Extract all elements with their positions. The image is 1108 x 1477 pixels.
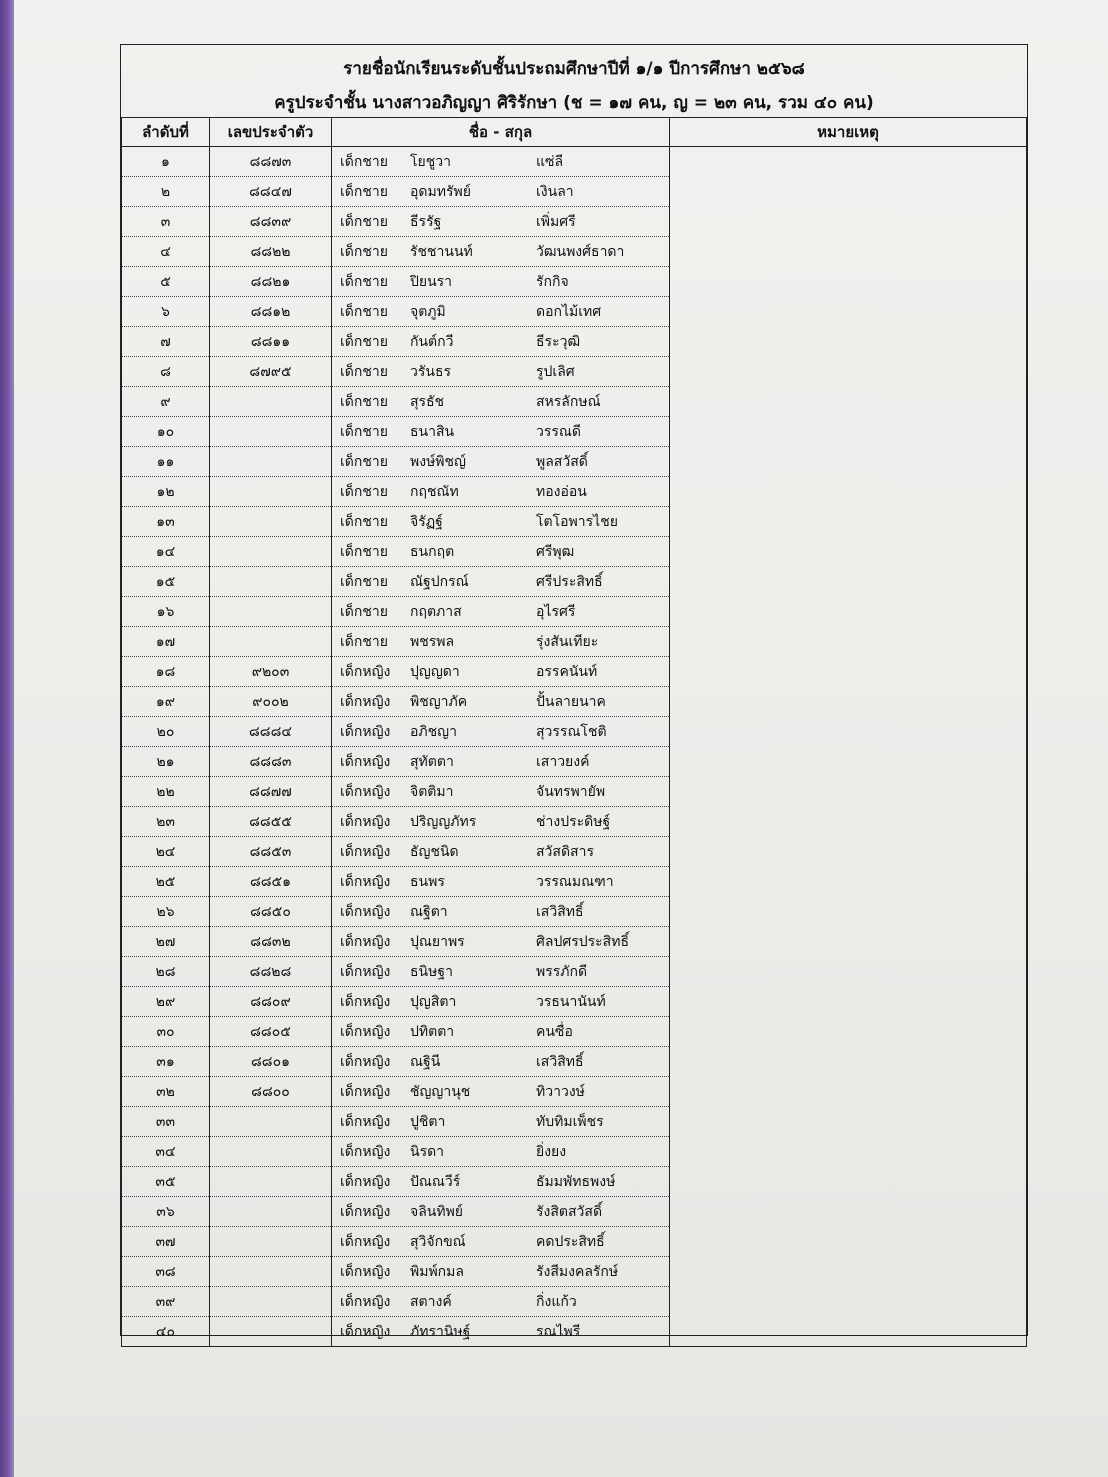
last-name: เงินลา bbox=[536, 183, 574, 200]
student-name-cell bbox=[332, 387, 670, 417]
student-name-cell bbox=[332, 357, 670, 387]
student-number: ๒๑ bbox=[122, 747, 210, 777]
last-name: ธัมมพัทธพงษ์ bbox=[536, 1173, 616, 1190]
student-number: ๑๔ bbox=[122, 537, 210, 567]
student-name-cell bbox=[332, 177, 670, 207]
student-number: ๗ bbox=[122, 327, 210, 357]
header-no: ลำดับที่ bbox=[122, 118, 210, 147]
name-prefix: เด็กหญิง bbox=[340, 1143, 391, 1160]
first-name: วรันธร bbox=[410, 363, 452, 380]
first-name: กฤตภาส bbox=[410, 603, 462, 620]
student-number: ๑๙ bbox=[122, 687, 210, 717]
name-prefix: เด็กชาย bbox=[340, 333, 388, 350]
first-name: ณัฐปกรณ์ bbox=[410, 573, 469, 590]
first-name: ธีรรัฐ bbox=[410, 213, 442, 230]
first-name: กันต์กวี bbox=[410, 333, 454, 350]
student-name-cell bbox=[332, 627, 670, 657]
student-name-cell bbox=[332, 957, 670, 987]
first-name: พิชญาภัค bbox=[410, 693, 468, 710]
last-name: ทองอ่อน bbox=[536, 483, 587, 500]
student-number: ๑๓ bbox=[122, 507, 210, 537]
name-prefix: เด็กชาย bbox=[340, 543, 388, 560]
first-name: จลินทิพย์ bbox=[410, 1203, 464, 1220]
first-name: สุวิจักขณ์ bbox=[410, 1233, 466, 1250]
student-name-cell bbox=[332, 477, 670, 507]
name-prefix: เด็กหญิง bbox=[340, 1263, 391, 1280]
student-id bbox=[210, 537, 332, 567]
student-name-cell bbox=[332, 297, 670, 327]
student-id: ๘๘๐๕ bbox=[210, 1017, 332, 1047]
name-prefix: เด็กหญิง bbox=[340, 1233, 391, 1250]
first-name: นิรดา bbox=[410, 1143, 445, 1160]
student-number: ๕ bbox=[122, 267, 210, 297]
name-prefix: เด็กชาย bbox=[340, 273, 388, 290]
last-name: ศรีประสิทธิ์ bbox=[536, 573, 603, 590]
student-name-cell bbox=[332, 1317, 670, 1347]
name-prefix: เด็กหญิง bbox=[340, 1083, 391, 1100]
student-id bbox=[210, 1107, 332, 1137]
student-id bbox=[210, 1317, 332, 1347]
table-header-row bbox=[122, 118, 1027, 147]
student-number: ๒๘ bbox=[122, 957, 210, 987]
student-name-cell bbox=[332, 1137, 670, 1167]
last-name: วรธนานันท์ bbox=[536, 993, 606, 1010]
student-name-cell bbox=[332, 1227, 670, 1257]
student-name-cell bbox=[332, 657, 670, 687]
name-prefix: เด็กหญิง bbox=[340, 1053, 391, 1070]
name-prefix: เด็กชาย bbox=[340, 513, 388, 530]
first-name: พิมพ์กมล bbox=[410, 1263, 464, 1280]
student-name-cell bbox=[332, 807, 670, 837]
first-name: ธนกฤต bbox=[410, 543, 455, 560]
student-name-cell bbox=[332, 987, 670, 1017]
student-id bbox=[210, 1257, 332, 1287]
last-name: โตโอพารไชย bbox=[536, 513, 618, 530]
student-name-cell bbox=[332, 1197, 670, 1227]
last-name: วรรณดี bbox=[536, 423, 581, 440]
student-id bbox=[210, 1227, 332, 1257]
first-name: ณฐิตา bbox=[410, 903, 448, 920]
last-name: รุ่งสันเทียะ bbox=[536, 633, 599, 650]
last-name: วัฒนพงศ์ธาดา bbox=[536, 243, 625, 260]
last-name: อรรคนันท์ bbox=[536, 663, 598, 680]
first-name: ภัทรานิษฐ์ bbox=[410, 1323, 471, 1340]
remark-cell bbox=[670, 147, 1027, 1347]
student-number: ๒๙ bbox=[122, 987, 210, 1017]
student-id bbox=[210, 567, 332, 597]
name-prefix: เด็กชาย bbox=[340, 303, 388, 320]
first-name: ธนพร bbox=[410, 873, 445, 890]
student-name-cell bbox=[332, 417, 670, 447]
student-id: ๘๘๑๒ bbox=[210, 297, 332, 327]
student-number: ๔๐ bbox=[122, 1317, 210, 1347]
first-name: ปทิตตา bbox=[410, 1023, 455, 1040]
first-name: ธนาสิน bbox=[410, 423, 455, 440]
student-name-cell bbox=[332, 147, 670, 177]
first-name: อุดมทรัพย์ bbox=[410, 183, 471, 200]
last-name: สุวรรณโชติ bbox=[536, 723, 607, 740]
first-name: ปุญสิตา bbox=[410, 993, 457, 1010]
name-prefix: เด็กชาย bbox=[340, 483, 388, 500]
table-row bbox=[122, 147, 1027, 177]
student-id: ๘๘๑๑ bbox=[210, 327, 332, 357]
last-name: เสาวยงค์ bbox=[536, 753, 590, 770]
purple-background-edge bbox=[0, 0, 14, 1477]
name-prefix: เด็กหญิง bbox=[340, 1173, 391, 1190]
student-id: ๘๘๓๒ bbox=[210, 927, 332, 957]
header-full-name: ชื่อ - สกุล bbox=[332, 118, 670, 147]
name-prefix: เด็กชาย bbox=[340, 633, 388, 650]
first-name: ปุณยาพร bbox=[410, 933, 465, 950]
last-name: รักกิจ bbox=[536, 273, 569, 290]
student-id bbox=[210, 597, 332, 627]
name-prefix: เด็กชาย bbox=[340, 213, 388, 230]
student-name-cell bbox=[332, 237, 670, 267]
student-number: ๓๔ bbox=[122, 1137, 210, 1167]
last-name: รณไพรี bbox=[536, 1323, 581, 1340]
last-name: รูปเลิศ bbox=[536, 363, 575, 380]
name-prefix: เด็กหญิง bbox=[340, 813, 391, 830]
student-name-cell bbox=[332, 777, 670, 807]
student-id: ๘๘๕๐ bbox=[210, 897, 332, 927]
last-name: ทับทิมเพ็ชร bbox=[536, 1113, 604, 1130]
first-name: สุรธัช bbox=[410, 393, 445, 410]
student-id: ๘๘๓๙ bbox=[210, 207, 332, 237]
last-name: แซ่ลี bbox=[536, 153, 564, 170]
student-number: ๑๘ bbox=[122, 657, 210, 687]
name-prefix: เด็กชาย bbox=[340, 393, 388, 410]
header-student-id: เลขประจำตัว bbox=[210, 118, 332, 147]
student-name-cell bbox=[332, 747, 670, 777]
student-number: ๑๐ bbox=[122, 417, 210, 447]
student-number: ๑๑ bbox=[122, 447, 210, 477]
student-number: ๓๐ bbox=[122, 1017, 210, 1047]
last-name: เสวิสิทธิ์ bbox=[536, 1053, 584, 1070]
name-prefix: เด็กหญิง bbox=[340, 783, 391, 800]
last-name: เสวิสิทธิ์ bbox=[536, 903, 584, 920]
first-name: ปุญญดา bbox=[410, 663, 460, 680]
last-name: พูลสวัสดิ์ bbox=[536, 453, 588, 470]
student-name-cell bbox=[332, 1167, 670, 1197]
roster-document bbox=[120, 44, 1028, 1340]
student-id bbox=[210, 1287, 332, 1317]
student-number: ๑๖ bbox=[122, 597, 210, 627]
first-name: อภิชญา bbox=[410, 723, 457, 740]
student-id: ๙๒๐๓ bbox=[210, 657, 332, 687]
name-prefix: เด็กหญิง bbox=[340, 873, 391, 890]
name-prefix: เด็กชาย bbox=[340, 363, 388, 380]
student-id: ๘๘๘๔ bbox=[210, 717, 332, 747]
student-id: ๘๘๕๕ bbox=[210, 807, 332, 837]
student-id: ๙๐๐๒ bbox=[210, 687, 332, 717]
first-name: ปริญญภัทร bbox=[410, 813, 477, 830]
last-name: สหรลักษณ์ bbox=[536, 393, 601, 410]
last-name: อุไรศรี bbox=[536, 603, 576, 620]
student-id: ๘๗๙๕ bbox=[210, 357, 332, 387]
student-name-cell bbox=[332, 1047, 670, 1077]
student-id bbox=[210, 417, 332, 447]
student-number: ๓๗ bbox=[122, 1227, 210, 1257]
student-name-cell bbox=[332, 207, 670, 237]
student-id: ๘๘๗๓ bbox=[210, 147, 332, 177]
student-name-cell bbox=[332, 717, 670, 747]
first-name: สตางค์ bbox=[410, 1293, 452, 1310]
student-id bbox=[210, 627, 332, 657]
student-id bbox=[210, 1197, 332, 1227]
last-name: วรรณมณฑา bbox=[536, 873, 614, 890]
last-name: พรรภักดี bbox=[536, 963, 588, 980]
roster-body bbox=[122, 147, 1027, 1347]
student-number: ๓ bbox=[122, 207, 210, 237]
student-id bbox=[210, 477, 332, 507]
name-prefix: เด็กชาย bbox=[340, 243, 388, 260]
name-prefix: เด็กหญิง bbox=[340, 903, 391, 920]
student-number: ๓๓ bbox=[122, 1107, 210, 1137]
last-name: ศรีพุฒ bbox=[536, 543, 575, 560]
first-name: จิรัฏฐ์ bbox=[410, 513, 443, 530]
student-number: ๙ bbox=[122, 387, 210, 417]
first-name: ชัญญานุช bbox=[410, 1083, 471, 1100]
first-name: ปิยนรา bbox=[410, 273, 453, 290]
student-number: ๒๓ bbox=[122, 807, 210, 837]
name-prefix: เด็กหญิง bbox=[340, 1293, 391, 1310]
last-name: คดประสิทธิ์ bbox=[536, 1233, 605, 1250]
student-number: ๓๒ bbox=[122, 1077, 210, 1107]
student-number: ๑๗ bbox=[122, 627, 210, 657]
student-number: ๓๘ bbox=[122, 1257, 210, 1287]
last-name: ดอกไม้เทศ bbox=[536, 303, 602, 320]
student-name-cell bbox=[332, 327, 670, 357]
student-id bbox=[210, 387, 332, 417]
student-name-cell bbox=[332, 897, 670, 927]
student-id bbox=[210, 1137, 332, 1167]
student-name-cell bbox=[332, 687, 670, 717]
student-name-cell bbox=[332, 1017, 670, 1047]
student-name-cell bbox=[332, 507, 670, 537]
document-subtitle: ครูประจำชั้น นางสาวอภิญญา ศิริรักษา (ช = ๑๗ คน, ญ = ๒๓ คน, รวม ๔๐ คน) bbox=[274, 93, 874, 113]
first-name: พงษ์พิชญ์ bbox=[410, 453, 466, 470]
student-number: ๒๔ bbox=[122, 837, 210, 867]
student-name-cell bbox=[332, 267, 670, 297]
last-name: เพิ่มศรี bbox=[536, 213, 576, 230]
student-number: ๓๙ bbox=[122, 1287, 210, 1317]
name-prefix: เด็กหญิง bbox=[340, 693, 391, 710]
student-number: ๒ bbox=[122, 177, 210, 207]
student-number: ๒๐ bbox=[122, 717, 210, 747]
student-number: ๒๗ bbox=[122, 927, 210, 957]
name-prefix: เด็กชาย bbox=[340, 603, 388, 620]
first-name: จิตติมา bbox=[410, 783, 454, 800]
student-name-cell bbox=[332, 1107, 670, 1137]
name-prefix: เด็กหญิง bbox=[340, 1203, 391, 1220]
student-name-cell bbox=[332, 867, 670, 897]
student-name-cell bbox=[332, 1287, 670, 1317]
first-name: ธนิษฐา bbox=[410, 963, 453, 980]
student-name-cell bbox=[332, 537, 670, 567]
student-number: ๑ bbox=[122, 147, 210, 177]
student-number: ๓๑ bbox=[122, 1047, 210, 1077]
student-id: ๘๘๘๓ bbox=[210, 747, 332, 777]
student-id: ๘๘๗๗ bbox=[210, 777, 332, 807]
student-number: ๓๖ bbox=[122, 1197, 210, 1227]
name-prefix: เด็กหญิง bbox=[340, 933, 391, 950]
student-number: ๑๕ bbox=[122, 567, 210, 597]
student-number: ๖ bbox=[122, 297, 210, 327]
student-number: ๒๒ bbox=[122, 777, 210, 807]
student-number: ๑๒ bbox=[122, 477, 210, 507]
last-name: รังสิตสวัสดิ์ bbox=[536, 1203, 603, 1220]
student-number: ๔ bbox=[122, 237, 210, 267]
name-prefix: เด็กชาย bbox=[340, 453, 388, 470]
student-number: ๒๖ bbox=[122, 897, 210, 927]
student-id: ๘๘๐๑ bbox=[210, 1047, 332, 1077]
student-number: ๓๕ bbox=[122, 1167, 210, 1197]
last-name: ยิ่งยง bbox=[536, 1143, 567, 1160]
student-name-cell bbox=[332, 597, 670, 627]
name-prefix: เด็กหญิง bbox=[340, 993, 391, 1010]
name-prefix: เด็กหญิง bbox=[340, 963, 391, 980]
first-name: จุตภูมิ bbox=[410, 303, 446, 320]
last-name: ช่างประดิษฐ์ bbox=[536, 813, 611, 830]
name-prefix: เด็กหญิง bbox=[340, 753, 391, 770]
name-prefix: เด็กหญิง bbox=[340, 1023, 391, 1040]
last-name: ทิวาวงษ์ bbox=[536, 1083, 585, 1100]
name-prefix: เด็กหญิง bbox=[340, 723, 391, 740]
student-name-cell bbox=[332, 927, 670, 957]
name-prefix: เด็กหญิง bbox=[340, 663, 391, 680]
first-name: ปัณณวีร์ bbox=[410, 1173, 461, 1190]
student-name-cell bbox=[332, 837, 670, 867]
student-id: ๘๘๔๗ bbox=[210, 177, 332, 207]
first-name: รัชชานนท์ bbox=[410, 243, 473, 260]
name-prefix: เด็กชาย bbox=[340, 573, 388, 590]
first-name: โยชูวา bbox=[410, 153, 451, 170]
student-name-cell bbox=[332, 1257, 670, 1287]
student-name-cell bbox=[332, 1077, 670, 1107]
first-name: พชรพล bbox=[410, 633, 455, 650]
last-name: จันทรพายัพ bbox=[536, 783, 606, 800]
student-name-cell bbox=[332, 447, 670, 477]
student-number: ๒๕ bbox=[122, 867, 210, 897]
student-id: ๘๘๕๑ bbox=[210, 867, 332, 897]
name-prefix: เด็กหญิง bbox=[340, 1113, 391, 1130]
name-prefix: เด็กชาย bbox=[340, 153, 388, 170]
name-prefix: เด็กหญิง bbox=[340, 843, 391, 860]
student-id: ๘๘๒๒ bbox=[210, 237, 332, 267]
student-id: ๘๘๐๙ bbox=[210, 987, 332, 1017]
student-id: ๘๘๒๑ bbox=[210, 267, 332, 297]
student-id: ๘๘๕๓ bbox=[210, 837, 332, 867]
paper-sheet bbox=[14, 0, 1108, 1477]
student-roster-table bbox=[121, 117, 1027, 1347]
last-name: รังสีมงคลรักษ์ bbox=[536, 1263, 619, 1280]
first-name: ธัญชนิด bbox=[410, 843, 459, 860]
last-name: ธีระวุฒิ bbox=[536, 333, 581, 350]
name-prefix: เด็กชาย bbox=[340, 423, 388, 440]
name-prefix: เด็กชาย bbox=[340, 183, 388, 200]
first-name: สุทัตตา bbox=[410, 753, 454, 770]
student-id: ๘๘๐๐ bbox=[210, 1077, 332, 1107]
first-name: ปูชิตา bbox=[410, 1113, 446, 1130]
student-id: ๘๘๒๘ bbox=[210, 957, 332, 987]
header-remark: หมายเหตุ bbox=[670, 118, 1027, 147]
last-name: สวัสดิสาร bbox=[536, 843, 594, 860]
student-name-cell bbox=[332, 567, 670, 597]
last-name: คนซื่อ bbox=[536, 1023, 573, 1040]
last-name: ศิลปศรประสิทธิ์ bbox=[536, 933, 630, 950]
first-name: ณฐินี bbox=[410, 1053, 441, 1070]
document-title: รายชื่อนักเรียนระดับชั้นประถมศึกษาปีที่ ๑/๑ ปีการศึกษา ๒๕๖๘ bbox=[343, 59, 805, 79]
name-prefix: เด็กหญิง bbox=[340, 1323, 391, 1340]
last-name: กิ่งแก้ว bbox=[536, 1293, 577, 1310]
student-id bbox=[210, 447, 332, 477]
student-number: ๘ bbox=[122, 357, 210, 387]
last-name: ปั้นลายนาค bbox=[536, 693, 606, 710]
student-id bbox=[210, 1167, 332, 1197]
first-name: กฤชณัท bbox=[410, 483, 459, 500]
student-id bbox=[210, 507, 332, 537]
